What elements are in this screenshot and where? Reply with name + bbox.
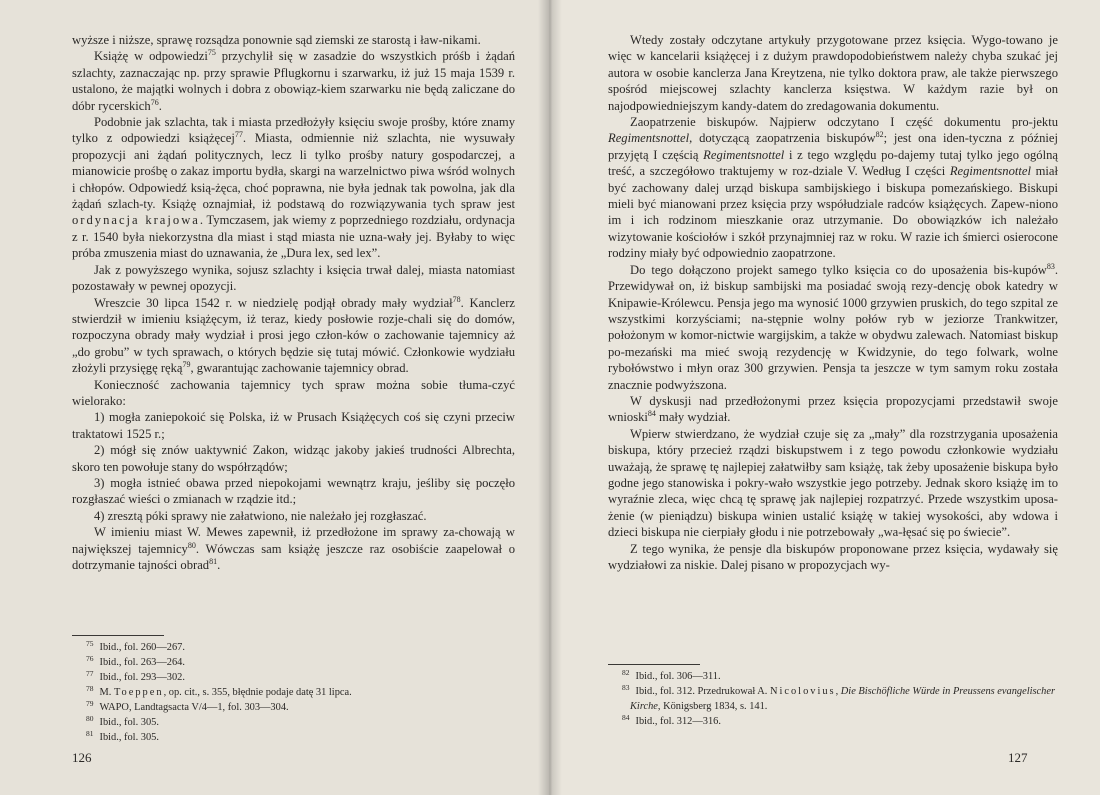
footnote: $^{81}$ Ibid., fol. 305. (86, 728, 159, 743)
paragraph: W dyskusji nad przedłożonymi przez księcia propozycjami przedstawił swoje wnioski$^{84}$ mały wydział. (608, 393, 1058, 425)
paragraph: 4) zresztą póki sprawy nie załatwiono, nie należało jej rozgłaszać. (94, 508, 427, 523)
left-footnotes (72, 640, 515, 745)
paragraph: 2) mógł się znów uaktywnić Zakon, widząc jakoby jakieś trudności Albrechta, skoro ten powołuje stany do współrządów; (72, 443, 515, 474)
paragraph: wyższe i niższe, sprawę rozsądza ponownie sąd ziemski ze starostą i ław-nikami. (72, 33, 481, 47)
paragraph: Jak z powyższego wynika, sojusz szlachty i księcia trwał dalej, miasta natomiast pozostawały w pewnej opozycji. (72, 262, 515, 294)
footnote-number: 81 (86, 728, 94, 738)
paragraph: Wpierw stwierdzano, że wydział czuje się za „mały” dla rozstrzygania uposażenia biskupa, który przecież rządzi biskupstwem i z tego powodu członkowie wydziału uważają, że sprawę tę najlepiej załatwiłby sam książę, tak żeby uposażenie biskupa było godne jego stanowiska i pokry-wało wszystkie jego potrzeby. Jednak skoro książę im to wyraźnie zleca, więc chcą tę sprawę jak najlepiej rozpatrzyć. Przede wszystkim uposa-żenie (w pieniądzu) biskupa winien ustalić książę w takiej wysokości, aby wdowa i dzieci biskupa nie cierpiały głodu i nie potrzebowały „wa-łęsać się po świecie”. (608, 426, 1058, 540)
paragraph: Konieczność zachowania tajemnicy tych spraw można sobie tłuma-czyć wielorako: (72, 377, 515, 408)
book-gutter (538, 0, 562, 795)
left-footnote-rule (72, 635, 164, 636)
footnote-number: 77 (86, 668, 94, 678)
italic-text: Die Bischöfliche Würde in Preussens evangelischer Kirche (630, 686, 1055, 712)
footnote-ref: 75 (207, 48, 216, 58)
footnote: $^{80}$ Ibid., fol. 305. (86, 713, 159, 728)
spaced-text: Toeppen (113, 687, 164, 698)
footnote-number: 83 (622, 682, 630, 692)
footnote-number: 80 (86, 713, 94, 723)
footnote-ref: 79 (182, 359, 191, 369)
paragraph: 1) mogła zaniepokoić się Polska, iż w Prusach Książęcych coś się czyni przeciw traktatowi 1525 r.; (72, 410, 515, 441)
italic-text: Regimentsnottel (949, 164, 1031, 179)
right-page (550, 0, 1100, 795)
footnote: $^{84}$ Ibid., fol. 312—316. (622, 712, 721, 727)
spaced-text: Nicolovius (769, 686, 836, 697)
footnote: $^{78}$ M. Toeppen, op. cit., s. 355, błędnie podaje datę 31 lipca. (86, 683, 352, 698)
paragraph: Wreszcie 30 lipca 1542 r. w niedzielę podjął obrady mały wydział$^{78}$. Kanclerz stwierdził w imieniu książęcym, iż teraz, kiedy posłowie rozje-chali się do domów, rozpoczyna obrady mały wydział i prosi jego człon-ków o zachowanie tajemnicy aż „do grobu” w tych sprawach, o których będzie się tutaj mówić. Członkowie wydziału złożyli przysięgę ręką$^{79}$, gwarantując zachowanie tajemnicy obrad. (72, 294, 516, 376)
left-body-text (72, 32, 515, 573)
footnote-number: 78 (86, 683, 94, 693)
footnote-number: 75 (86, 638, 94, 648)
italic-text: Regimentsnottel (703, 147, 785, 162)
footnote-ref: 76 (150, 97, 159, 107)
left-page-number: 126 (72, 750, 92, 765)
paragraph: Zaopatrzenie biskupów. Najpierw odczytano I część dokumentu pro-jektu Regimentsnottel, dotyczącą zaopatrzenia biskupów$^{82}$; jest ona iden-tyczna z później przyjętą I częścią Regimentsnottel i z tego względu po-dajemy tutaj tylko jego ogólną treść, a szczegółowo traktujemy w roz-dziale V. Według I części Regimentsnottel miał być zachowany dalej urząd biskupa sambijskiego i biskupa pomezańskiego. Biskupi mieli być mianowani przez księcia przy współudziale radców książęcych. Zapew-niono im i ich rodzinom mieszkanie oraz utrzymanie. Do obowiązków ich należało wizytowanie kościołów i szkół przynajmniej raz w roku. W razie ich śmierci osierocone rodziny miały być odpowiednio zaopatrzone. (608, 115, 1058, 261)
right-footnote-rule (608, 664, 700, 665)
right-page-number: 127 (1008, 750, 1028, 765)
paragraph: Z tego wynika, że pensje dla biskupów proponowane przez księcia, wydawały się wydziałowi za niskie. Dalej pisano w propozycjach wy- (608, 541, 1058, 572)
paragraph: Książę w odpowiedzi$^{75}$ przychylił się w zasadzie do wszystkich próśb i żądań szlachty, zaznaczając np. przy sprawie Pflugkornu i szarwarku, iż już 15 maja 1539 r. ustalono, że majątki wolnych i dobra z obowiąz-kiem szarwarku nie będą zaliczane do dóbr rycerskich$^{76}$. (72, 48, 516, 113)
footnote-ref: 80 (187, 540, 196, 550)
paragraph: 3) mogła istnieć obawa przed niepokojami wewnątrz kraju, jeśliby się poczęło rozgłaszać wieści o zmianach w rządzie itd.; (72, 475, 515, 507)
footnote: $^{75}$ Ibid., fol. 260—267. (86, 638, 185, 653)
footnote-ref: 77 (234, 130, 243, 140)
footnote-number: 79 (86, 698, 94, 708)
paragraph: Podobnie jak szlachta, tak i miasta przedłożyły księciu swoje prośby, które znamy tylko z odpowiedzi książęcej$^{77}$. Miasta, odmiennie niż szlachta, nie wysuwały propozycji ani żądań politycznych, lecz li tylko prośby natury gospodarczej, a mianowicie prośbę o zakaz importu bydła, skargi na warzelnictwo piwa wśród wolnych i chłopów. Odpowiedź ksią-żęca, choć poprawna, nie była jednak tak powolna, jak dla żądań szlach-ty. Książę oznajmiał, iż podstawą do rozwiązywania tych spraw jest ordynacja krajowa. Tymczasem, jak wiemy z poprzedniego rozdziału, ordynacja z r. 1540 była niekorzystna dla miast i stąd miasta nie uzna-wały jej. Byłaby to więc próba zmuszenia miast do uznawania, że „Dura lex, sed lex”. (72, 115, 515, 261)
right-body-text (608, 32, 1058, 573)
footnote-number: 82 (622, 667, 630, 677)
footnote-ref: 78 (452, 294, 461, 304)
footnote: $^{79}$ WAPO, Landtagsacta V/4—1, fol. 303—304. (86, 698, 289, 713)
paragraph: W imieniu miast W. Mewes zapewnił, iż przedłożone im sprawy za-chowają w największej tajemnicy$^{80}$. Wówczas sam książę jeszcze raz osobiście zaapelował o dotrzymanie tajności obrad$^{81}$. (72, 525, 515, 572)
footnote-number: 84 (622, 712, 630, 722)
footnote-ref: 82 (875, 130, 884, 140)
paragraph: Do tego dołączono projekt samego tylko księcia co do uposażenia bis-kupów$^{83}$. Przewidywał on, iż biskup sambijski ma posiadać swoją rezy-dencję obok katedry w Knipawie-Królewcu. Pensja jego ma wynosić 1000 grzywien pruskich, do tego szpital ze wszystkimi korzyściami; na-stępnie wolny połów ryb w jeziorze Trankwitzer, położonym w komor-nictwie wargijskim, a także w obydwu zalewach. Natomiast biskup po-mezański ma mieć swoją rezydencję w Kwidzynie, do tego folwark, wolne rybołówstwo i młyn oraz 300 grzywien. Pensja ta jeszcze w tym samym roku została znacznie podwyższona. (608, 261, 1058, 392)
footnote: $^{76}$ Ibid., fol. 263—264. (86, 653, 185, 668)
footnote-ref: 81 (209, 556, 218, 566)
right-footnotes (608, 669, 1058, 729)
footnote: $^{82}$ Ibid., fol. 306—311. (622, 667, 721, 682)
paragraph: Wtedy zostały odczytane artykuły przygotowane przez księcia. Wygo-towano je więc w kancelarii książęcej i z dużym prawdopodobieństwem należy chyba szukać jej autora w osobie kanclerza Jana Kreytzena, nie tylko doktora praw, ale także pierwszego spośród miejscowej szlachty kanclerza księstwa. W każdym razie był on najodpowiedniejszym kandy-datem do zredagowania dokumentu. (608, 33, 1058, 113)
footnote-ref: 83 (1046, 261, 1055, 271)
footnote: $^{77}$ Ibid., fol. 293—302. (86, 668, 185, 683)
spaced-text: ordynacja krajowa (72, 213, 200, 228)
footnote-number: 76 (86, 653, 94, 663)
italic-text: Regimentsnottel (608, 131, 690, 146)
footnote-ref: 84 (647, 409, 656, 419)
footnote: $^{83}$ Ibid., fol. 312. Przedrukował A. Nicolovius, Die Bischöfliche Würde in Preussens evangelischer Kirche, Königsberg 1834, s. 141. (622, 682, 1055, 712)
